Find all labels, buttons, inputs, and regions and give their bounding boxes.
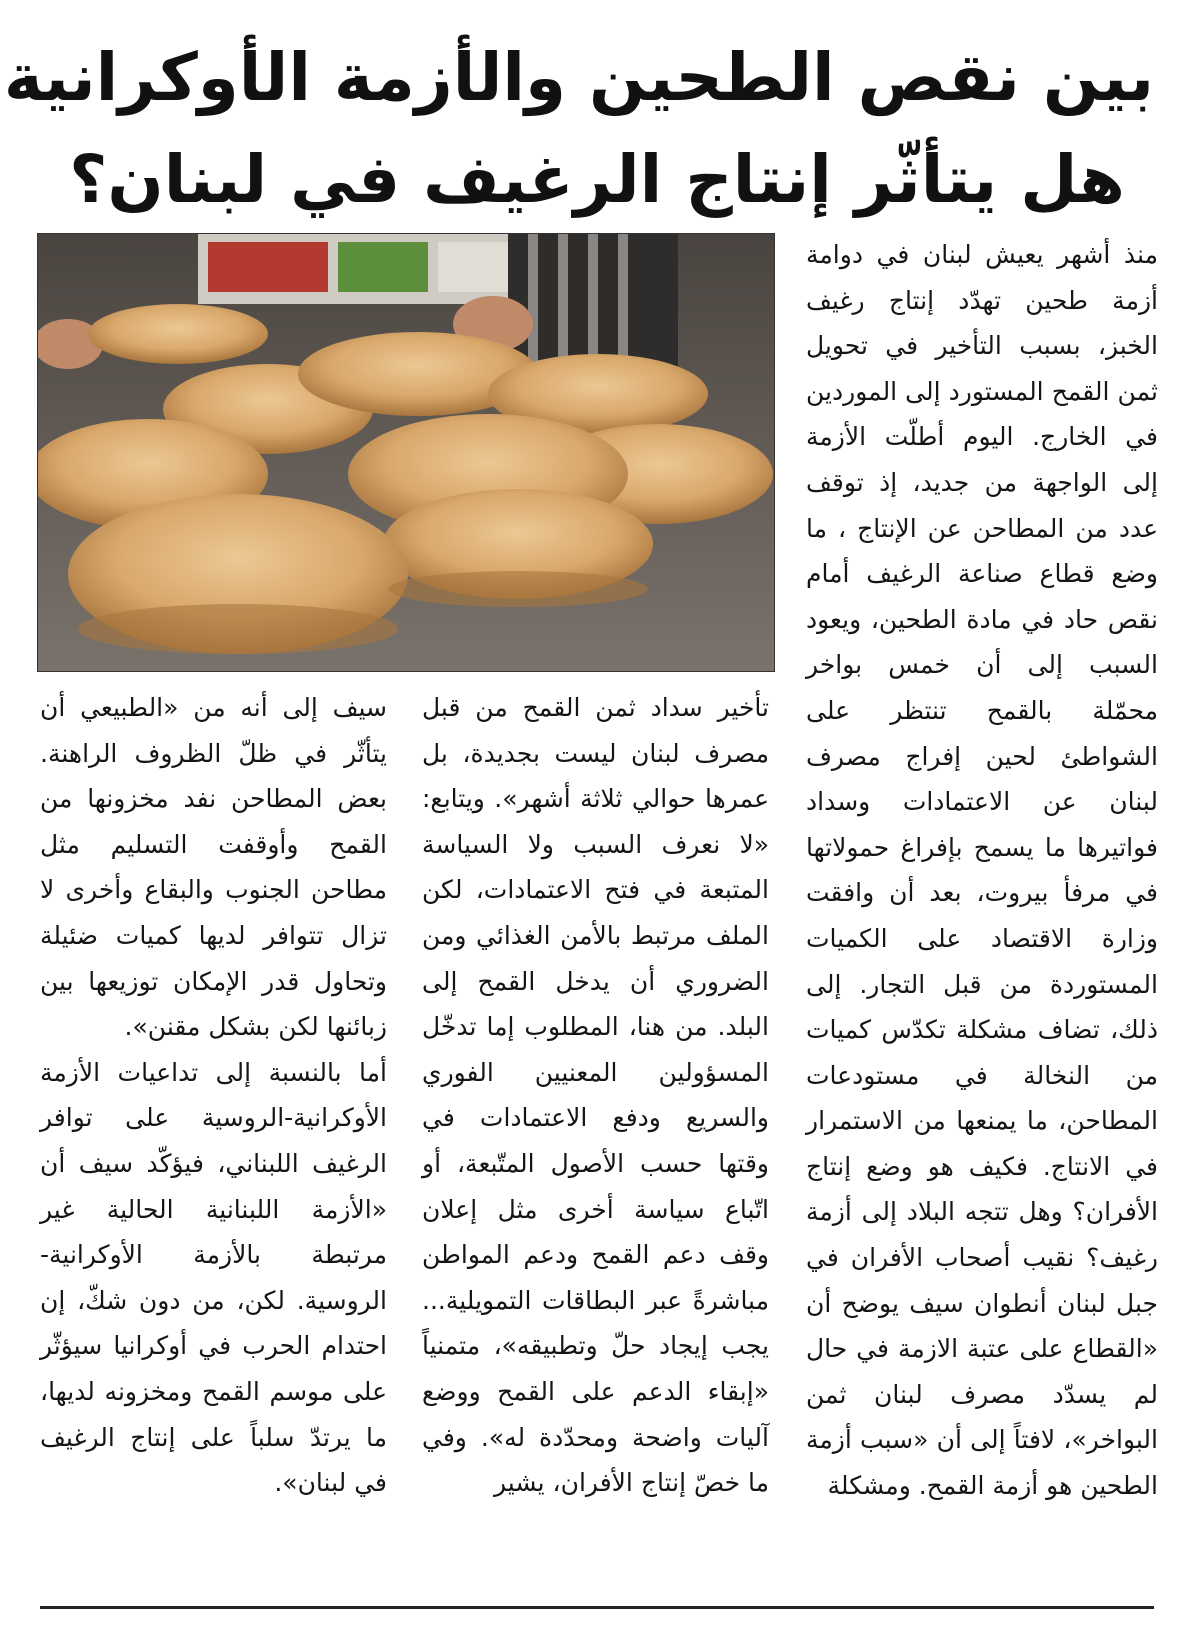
article-column-left (40, 685, 387, 1587)
column-right-text: منذ أشهر يعيش لبنان في دوامة أزمة طحين تهدّد إنتاج رغيف الخبز، بسبب التأخير في تحويل ثمن القمح المستورد إلى الموردين في الخارج. اليوم أطلّت الأزمة إلى الواجهة من جديد، إذ توقف عدد من المطاحن عن الإنتاج ، ما وضع قطاع صناعة الرغيف أمام نقص حاد في مادة الطحين، ويعود السبب إلى أن خمس بواخر محمّلة بالقمح تنتظر على الشواطئ لحين إفراج مصرف لبنان عن الاعتمادات وسداد فواتيرها ما يسمح بإفراغ حمولاتها في مرفأ بيروت، بعد أن وافقت وزارة الاقتصاد على الكميات المستوردة من قبل التجار. إلى ذلك، تضاف مشكلة تكدّس كميات من النخالة في مستودعات المطاحن، ما يمنعها من الاستمرار في الانتاج. فكيف هو وضع إنتاج الأفران؟ وهل تتجه البلاد إلى أزمة رغيف؟ نقيب أصحاب الأفران في جبل لبنان أنطوان سيف يوضح أن «القطاع على عتبة الازمة في حال لم يسدّد مصرف لبنان ثمن البواخر»، لافتاً إلى أن «سبب أزمة الطحين هو أزمة القمح. ومشكلة (806, 240, 1158, 1501)
headline-line-1: بين نقص الطحين والأزمة الأوكرانية (3, 39, 1154, 117)
column-middle-text: تأخير سداد ثمن القمح من قبل مصرف لبنان ليست بجديدة، بل عمرها حوالي ثلاثة أشهر». ويتابع: «لا نعرف السبب ولا السياسة المتبعة في فتح الاعتمادات، لكن الملف مرتبط بالأمن الغذائي ومن الضروري أن يدخل القمح إلى البلد. من هنا، المطلوب إما تدخّل المسؤولين المعنيين الفوري والسريع ودفع الاعتمادات في وقتها حسب الأصول المتّبعة، أو اتّباع سياسة أخرى مثل إعلان وقف دعم القمح ودعم المواطن مباشرةً عبر البطاقات التمويلية... يجب إيجاد حلّ وتطبيقه»، متمنياً «إبقاء الدعم على القمح ووضع آليات واضحة ومحدّدة له». وفي ما خصّ إنتاج الأفران، يشير (422, 693, 769, 1498)
headline-line-2: هل يتأثّر إنتاج الرغيف في لبنان؟ (69, 141, 1125, 219)
article-headline (3, 27, 1154, 231)
article-column-right (806, 232, 1158, 1587)
bread-photo-illustration (38, 234, 774, 671)
column-left-paragraph-2: أما بالنسبة إلى تداعيات الأزمة الأوكرانية-الروسية على توافر الرغيف اللبناني، فيؤكّد سيف أن «الأزمة اللبنانية الحالية غير مرتبطة بالأزمة الأوكرانية-الروسية. لكن، من دون شكّ، إن احتدام الحرب في أوكرانيا سيؤثّر على موسم القمح ومخزونه لديها، ما يرتدّ سلباً على إنتاج الرغيف في لبنان». (40, 1057, 387, 1498)
bottom-rule (40, 1606, 1154, 1609)
column-left-paragraph-1: سيف إلى أنه من «الطبيعي أن يتأثّر في ظلّ الظروف الراهنة. بعض المطاحن نفد مخزونها من القمح وأوقفت التسليم مثل مطاحن الجنوب والبقاع وأخرى لا تزال تتوافر لديها كميات ضئيلة وتحاول قدر الإمكان توزيعها بين زبائنها لكن بشكل مقنن». (40, 693, 387, 1042)
bread-photo (37, 233, 775, 672)
article-column-middle (422, 685, 769, 1587)
